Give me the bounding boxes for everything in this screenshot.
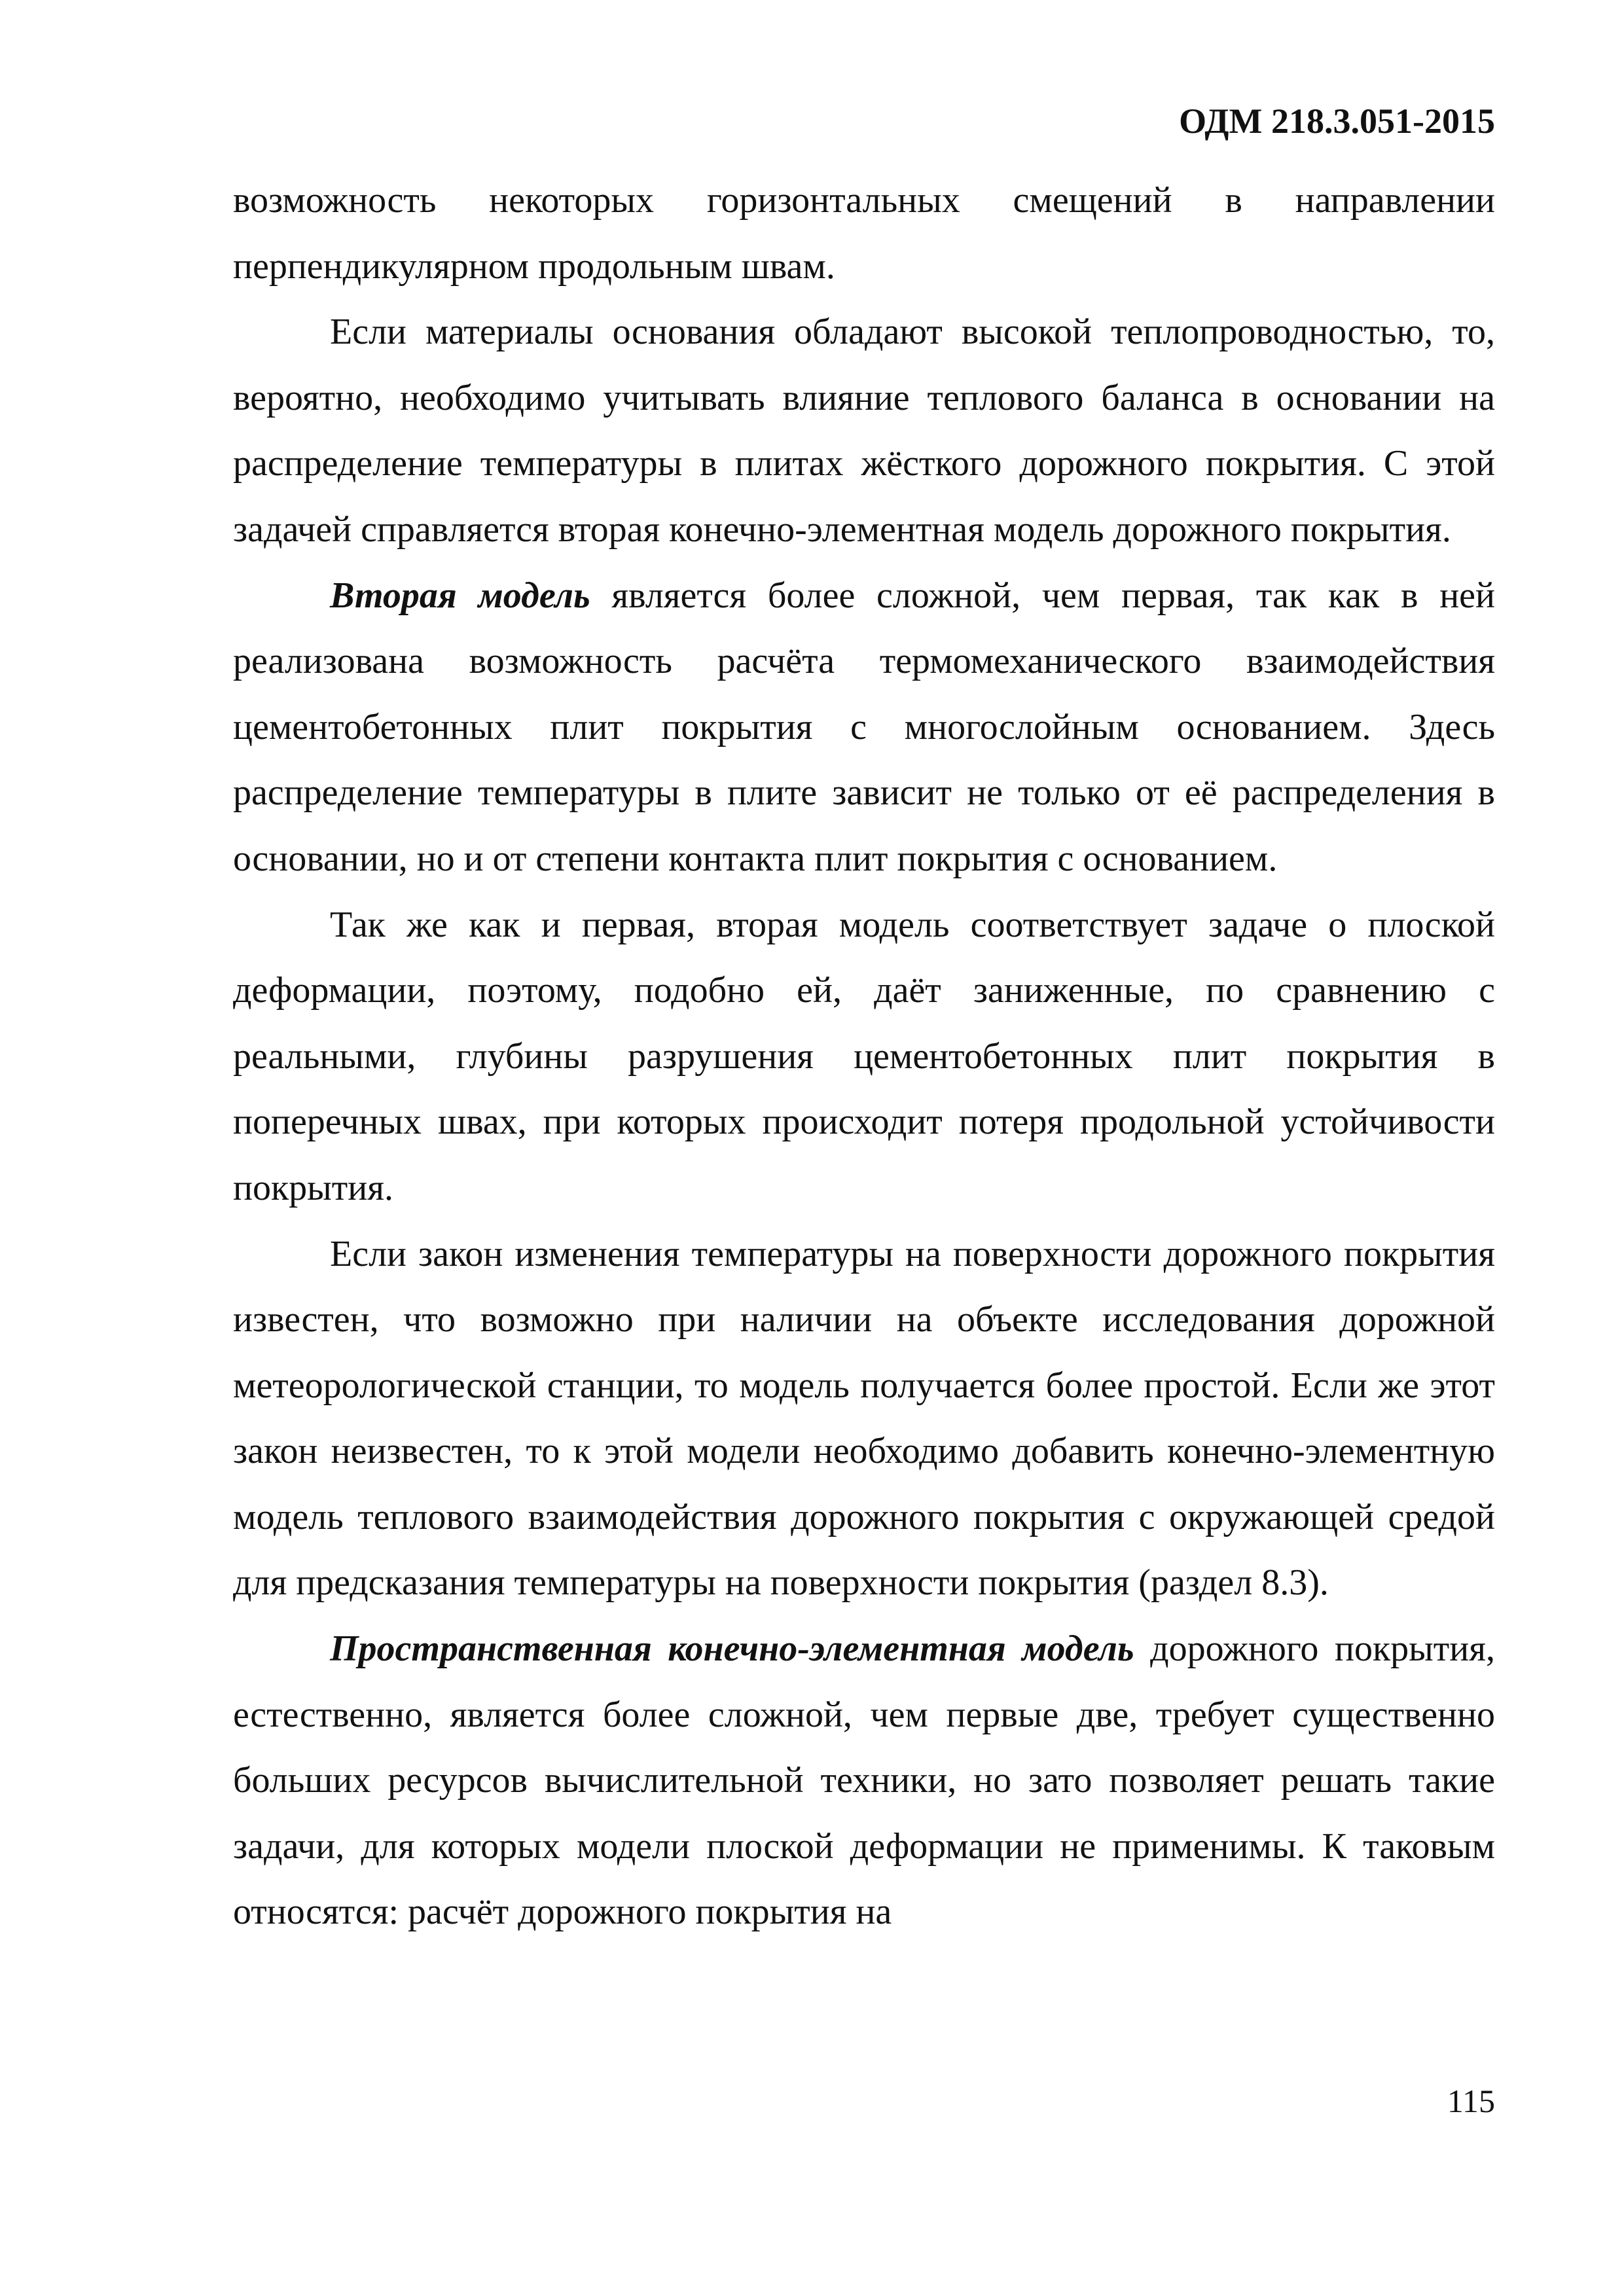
paragraph-2-text: Если материалы основания обладают высокой теплопроводностью, то, вероятно, необходимо учитывать влияние теплового баланса в основании на распределение температуры в плитах жёсткого дорожного покрытия. С этой задачей справляется вторая конечно-элементная модель дорожного покрытия. [233, 312, 1495, 550]
paragraph-4-text: Так же как и первая, вторая модель соответствует задаче о плоской деформации, поэтому, подобно ей, даёт заниженные, по сравнению с реальными, глубины разрушения цементобетонных плит покрытия в поперечных швах, при которых происходит потеря продольной устойчивости покрытия. [233, 904, 1495, 1208]
paragraph-5-text: Если закон изменения температуры на поверхности дорожного покрытия известен, что возможно при наличии на объекте исследования дорожной метеорологической станции, то модель получается более простой. Если же этот закон неизвестен, то к этой модели необходимо добавить конечно-элементную модель теплового взаимодействия дорожного покрытия с окружающей средой для предсказания температуры на поверхности покрытия (раздел 8.3). [233, 1233, 1495, 1604]
paragraph-2 [233, 299, 1495, 562]
paragraph-6-lead-term: Пространственная конечно-элементная модель [330, 1628, 1134, 1670]
paragraph-1 [233, 168, 1495, 299]
paragraph-3-text: является более сложной, чем первая, так как в ней реализована возможность расчёта термомеханического взаимодействия цементобетонных плит покрытия с многослойным основанием. Здесь распределение температуры в плите зависит не только от её распределения в основании, но и от степени контакта плит покрытия с основанием. [233, 575, 1495, 879]
paragraph-6-text: дорожного покрытия, естественно, является более сложной, чем первые две, требует существенно больших ресурсов вычислительной техники, но зато позволяет решать такие задачи, для которых модели плоской деформации не применимы. К таковым относятся: расчёт дорожного покрытия на [233, 1628, 1495, 1933]
paragraph-5 [233, 1221, 1495, 1617]
page-number: 115 [1447, 2083, 1495, 2119]
paragraph-1-text: возможность некоторых горизонтальных смещений в направлении перпендикулярном продольным швам. [233, 180, 1495, 287]
body-text [233, 168, 1495, 1945]
paragraph-6 [233, 1616, 1495, 1945]
paragraph-4 [233, 892, 1495, 1221]
paragraph-3-lead-term: Вторая модель [330, 575, 590, 616]
document-code-header: ОДМ 218.3.051-2015 [1179, 101, 1495, 141]
paragraph-3 [233, 563, 1495, 892]
